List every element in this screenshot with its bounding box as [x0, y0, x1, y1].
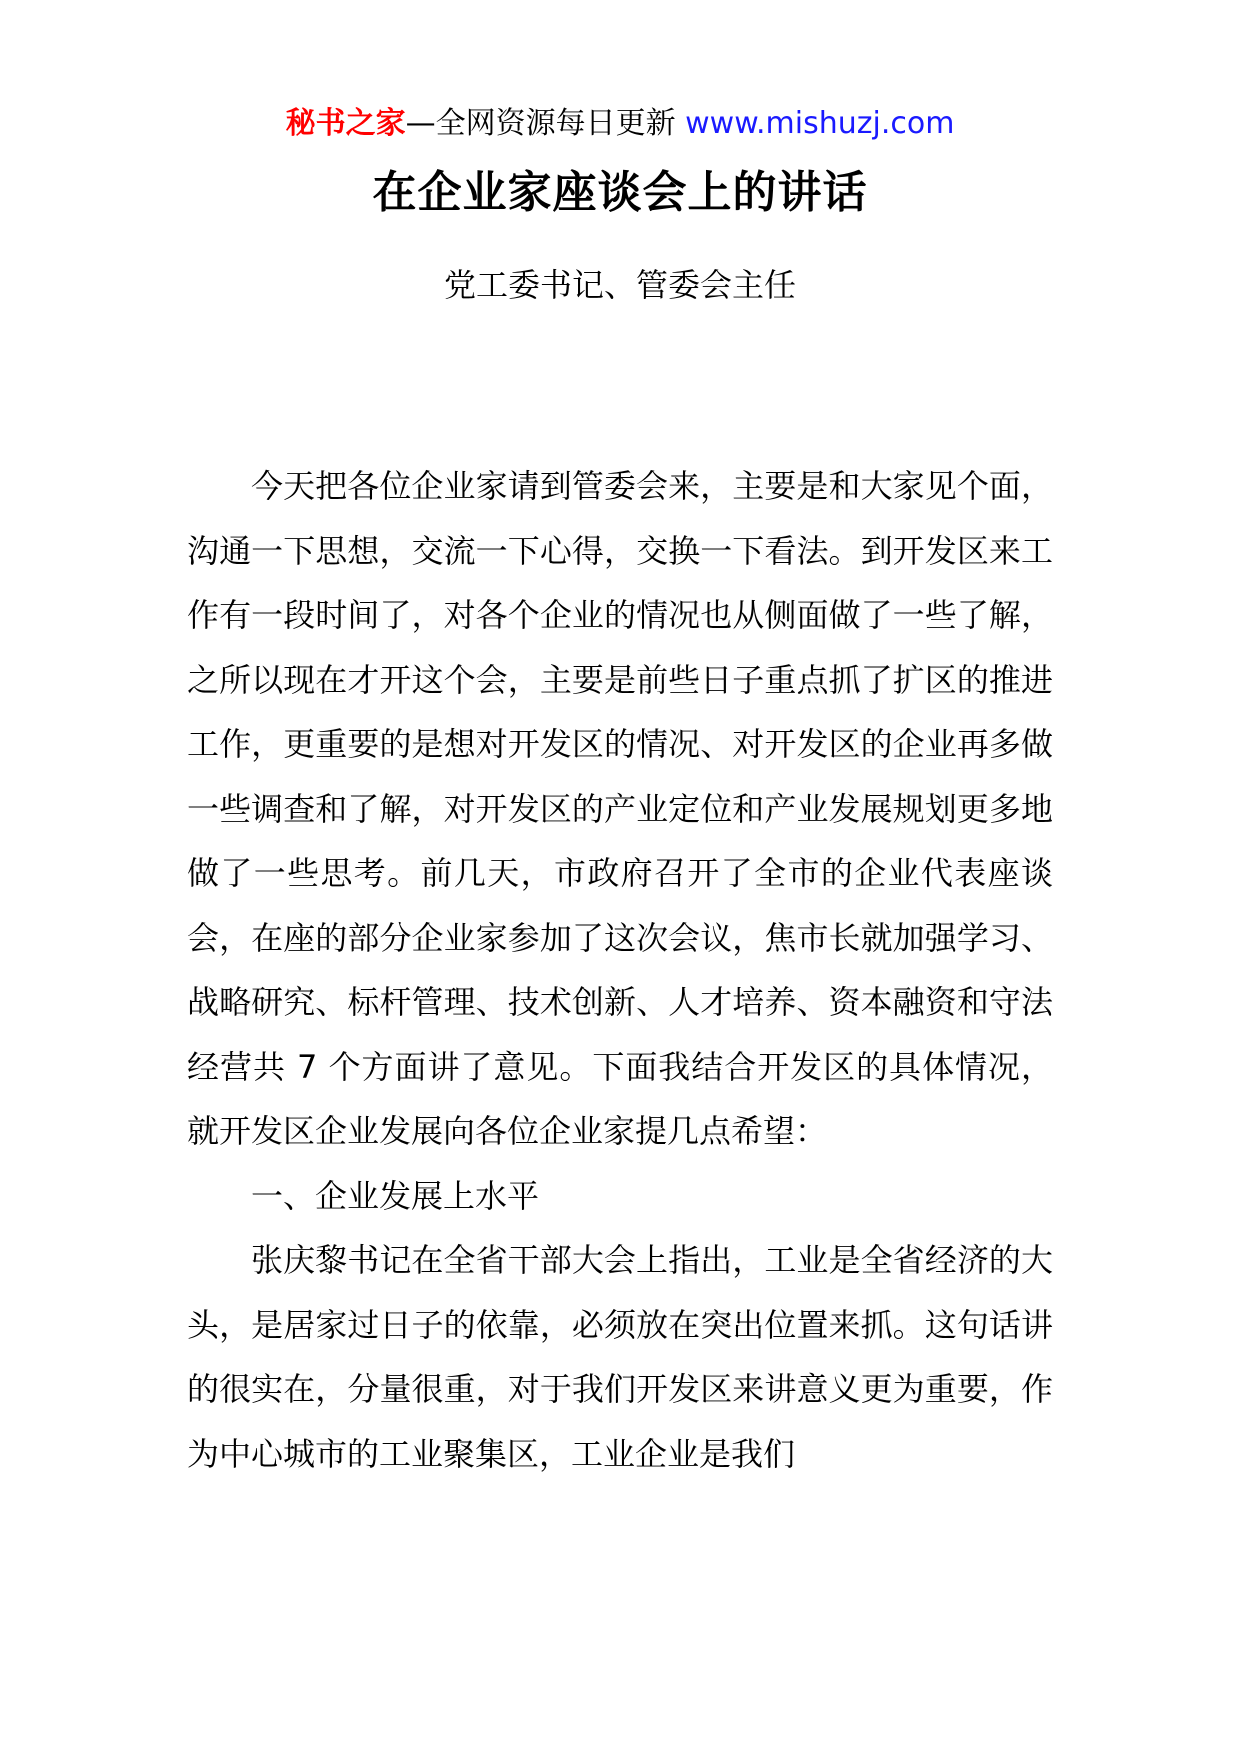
document-author: 党工委书记、管委会主任: [443, 266, 796, 304]
document-title: 在企业家座谈会上的讲话: [372, 167, 868, 218]
banner-brand: 秘书之家: [285, 106, 406, 141]
paragraph-intro: 今天把各位企业家请到管委会来，主要是和大家见个面，沟通一下思想，交流一下心得，交换一下看法。到开发区来工作有一段时间了，对各个企业的情况也从侧面做了一些了解，之所以现在才开这个会，主要是前些日子重点抓了扩区的推进工作，更重要的是想对开发区的情况、对开发区的企业再多做一些调查和了解，对开发区的产业定位和产业发展规划更多地做了一些思考。前几天，市政府召开了全市的企业代表座谈会，在座的部分企业家参加了这次会议，焦市长就加强学习、战略研究、标杆管理、技术创新、人才培养、资本融资和守法经营共 7 个方面讲了意见。下面我结合开发区的具体情况，就开发区企业发展向各位企业家提几点希望：: [187, 467, 1053, 1150]
site-banner: [0, 102, 1240, 146]
banner-slogan: —全网资源每日更新: [405, 106, 686, 141]
section-heading-1: 一、企业发展上水平: [251, 1176, 540, 1215]
banner-url-link[interactable]: www.mishuzj.com: [685, 106, 955, 141]
paragraph-section-1: 张庆黎书记在全省干部大会上指出，工业是全省经济的大头，是居家过日子的依靠，必须放在突出位置来抓。这句话讲的很实在，分量很重，对于我们开发区来讲意义更为重要，作为中心城市的工业聚集区，工业企业是我们: [187, 1241, 1053, 1473]
document-body: [187, 454, 1053, 1486]
